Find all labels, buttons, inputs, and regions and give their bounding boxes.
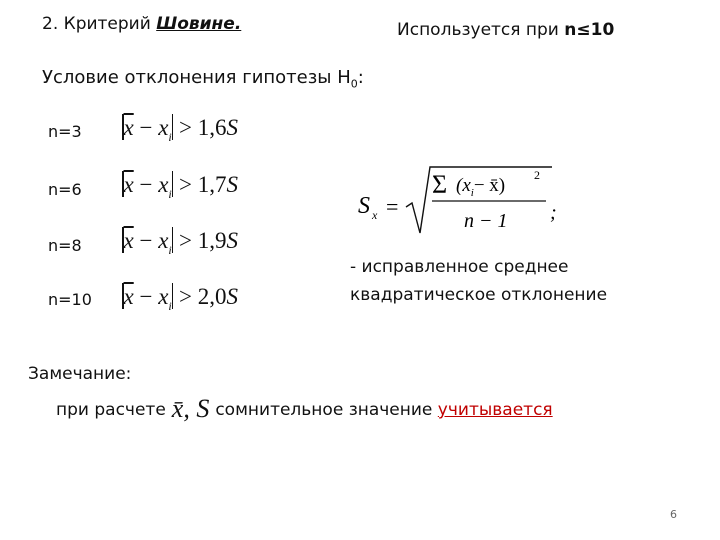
criterion-coefficient: 1,6 (197, 115, 227, 140)
note-middle: сомнительное значение (215, 400, 433, 420)
sigma-symbol: Σ (432, 170, 448, 199)
formula-exponent: 2 (534, 168, 540, 182)
criterion-inequality: $\overline{x} - x_i > 1,9S$ (123, 228, 238, 257)
criterion-label: n=8 (48, 236, 82, 255)
std-deviation-formula (352, 163, 572, 243)
formula-lhs-sub: x (372, 208, 378, 222)
usage-note (397, 20, 614, 40)
formula-description-line1: - исправленное среднее (350, 257, 569, 277)
usage-condition: n≤10 (564, 20, 615, 40)
note-line (56, 394, 553, 424)
formula-description-line2: квадратическое отклонение (350, 285, 608, 305)
formula-end: ; (550, 202, 557, 224)
formula-equals: = (386, 194, 399, 219)
formula-denominator: n − 1 (464, 210, 508, 232)
page-number: 6 (670, 508, 677, 521)
criterion-inequality: $\overline{x} - x_i > 2,0S$ (123, 284, 238, 313)
criterion-label: n=10 (48, 290, 92, 309)
note-symbols: x̄, S (171, 394, 210, 423)
note-prefix: при расчете (56, 400, 166, 420)
criterion-coefficient: 2,0 (197, 284, 227, 309)
formula-numerator: ($x_i-$ x̄) (456, 175, 506, 199)
condition-subscript: 0 (350, 77, 358, 91)
note-title: Замечание: (28, 364, 132, 384)
criterion-coefficient: 1,7 (197, 172, 227, 197)
note-accent: учитывается (437, 400, 553, 420)
title-criterion-name: Шовине. (156, 14, 242, 34)
criterion-label: n=3 (48, 122, 82, 141)
title-prefix: 2. Критерий (42, 14, 157, 34)
criterion-inequality: $\overline{x} - x_i > 1,7S$ (123, 172, 238, 201)
criterion-inequality: $\overline{x} - x_i > 1,6S$ (123, 115, 238, 144)
criterion-label: n=6 (48, 180, 82, 199)
slide-title (42, 14, 241, 34)
condition-text: Условие отклонения гипотезы H (42, 67, 351, 88)
rejection-condition-heading (42, 67, 364, 91)
criterion-coefficient: 1,9 (197, 228, 227, 253)
formula-lhs: S (358, 193, 370, 219)
condition-suffix: : (357, 67, 364, 88)
usage-text: Используется при (397, 20, 565, 40)
